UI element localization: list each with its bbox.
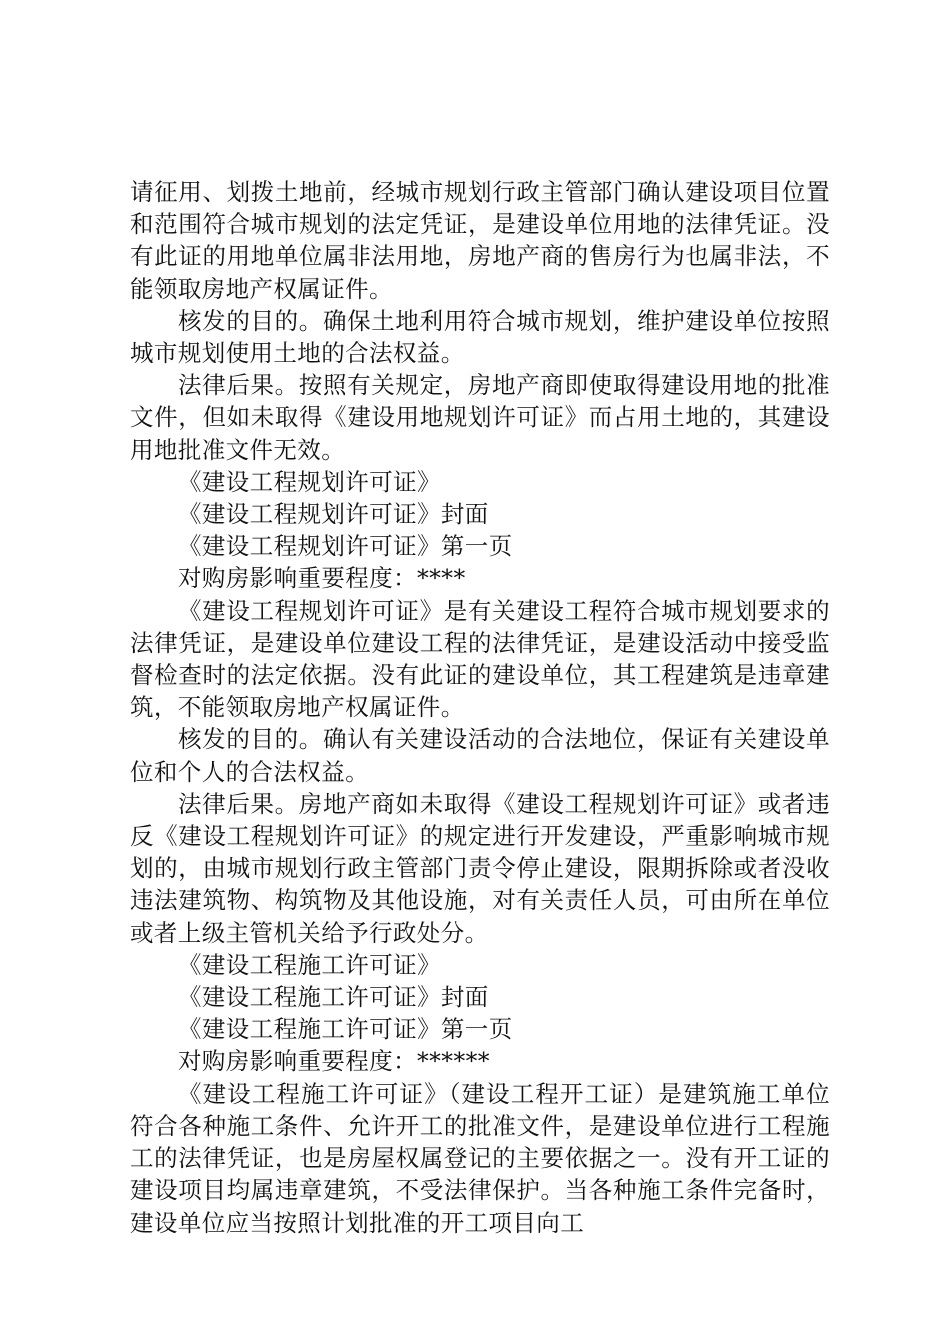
paragraph: 请征用、划拨土地前，经城市规划行政主管部门确认建设项目位置和范围符合城市规划的法定凭证，是建设单位用地的法律凭证。没有此证的用地单位属非法用地，房地产商的售房行为也属非法，不能领取房地产权属证件。 bbox=[130, 178, 830, 303]
image-caption: 《建设工程规划许可证》封面 bbox=[178, 500, 489, 529]
image-caption: 《建设工程规划许可证》第一页 bbox=[178, 532, 513, 561]
paragraph: 法律后果。按照有关规定，房地产商即使取得建设用地的批准文件，但如未取得《建设用地规划许可证》而占用土地的，其建设用地批准文件无效。 bbox=[130, 371, 830, 464]
image-caption: 《建设工程施工许可证》第一页 bbox=[178, 1015, 513, 1044]
section-heading: 《建设工程施工许可证》 bbox=[178, 950, 441, 979]
importance-rating: 对购房影响重要程度：****** bbox=[178, 1047, 490, 1076]
paragraph: 《建设工程规划许可证》是有关建设工程符合城市规划要求的法律凭证，是建设单位建设工程的法律凭证，是建设活动中接受监督检查时的法定依据。没有此证的建设单位，其工程建筑是违章建筑，不能领取房地产权属证件。 bbox=[130, 596, 830, 722]
paragraph: 核发的目的。确保土地利用符合城市规划，维护建设单位按照城市规划使用土地的合法权益。 bbox=[130, 306, 830, 368]
paragraph: 法律后果。房地产商如未取得《建设工程规划许可证》或者违反《建设工程规划许可证》的规定进行开发建设，严重影响城市规划的，由城市规划行政主管部门责令停止建设，限期拆除或者没收违法建筑物、构筑物及其他设施，对有关责任人员，可由所在单位或者上级主管机关给予行政处分。 bbox=[130, 789, 830, 947]
image-caption: 《建设工程施工许可证》封面 bbox=[178, 983, 489, 1012]
section-heading: 《建设工程规划许可证》 bbox=[178, 467, 441, 496]
importance-rating: 对购房影响重要程度：**** bbox=[178, 564, 466, 593]
document-body bbox=[130, 176, 830, 1239]
paragraph: 核发的目的。确认有关建设活动的合法地位，保证有关建设单位和个人的合法权益。 bbox=[130, 725, 830, 786]
paragraph: 《建设工程施工许可证》（建设工程开工证）是建筑施工单位符合各种施工条件、允许开工的批准文件，是建设单位进行工程施工的法律凭证，也是房屋权属登记的主要依据之一。没有开工证的建设项目均属违章建筑，不受法律保护。当各种施工条件完备时，建设单位应当按照计划批准的开工项目向工 bbox=[130, 1079, 830, 1237]
